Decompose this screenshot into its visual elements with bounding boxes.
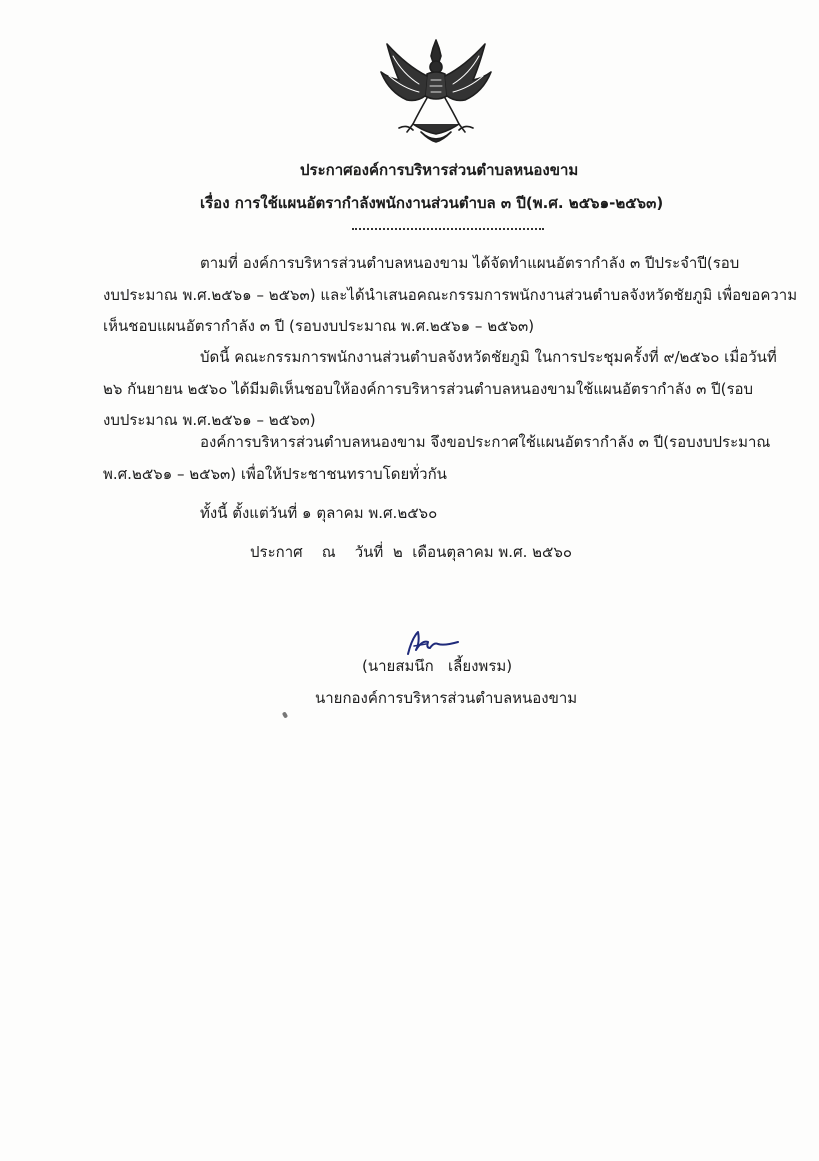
paragraph-1-line-3: เห็นชอบแผนอัตรากำลัง ๓ ปี (รอบงบประมาณ พ.ศ.๒๕๖๑ – ๒๕๖๓) bbox=[103, 317, 535, 335]
paragraph-1-line-2: งบประมาณ พ.ศ.๒๕๖๑ – ๒๕๖๓) และได้นำเสนอคณะกรรมการพนักงานส่วนตำบลจังหวัดชัยภูมิ เพื่อขอความ bbox=[103, 286, 798, 304]
scan-speck bbox=[282, 711, 288, 718]
document-title: ประกาศองค์การบริหารส่วนตำบลหนองขาม bbox=[300, 161, 579, 179]
effective-date: ทั้งนี้ ตั้งแต่วันที่ ๑ ตุลาคม พ.ศ.๒๕๖๐ bbox=[200, 504, 438, 522]
signatory-position: นายกองค์การบริหารส่วนตำบลหนองขาม bbox=[315, 689, 578, 707]
announcement-date: ประกาศ ณ วันที่ ๒ เดือนตุลาคม พ.ศ. ๒๕๖๐ bbox=[250, 543, 573, 561]
handwritten-signature bbox=[404, 628, 462, 658]
paragraph-1-line-1: ตามที่ องค์การบริหารส่วนตำบลหนองขาม ได้จัดทำแผนอัตรากำลัง ๓ ปีประจำปี(รอบ bbox=[200, 254, 740, 272]
garuda-emblem-icon bbox=[373, 36, 499, 148]
paragraph-2-line-3: งบประมาณ พ.ศ.๒๕๖๑ – ๒๕๖๓) bbox=[103, 411, 316, 429]
paragraph-3-line-1: องค์การบริหารส่วนตำบลหนองขาม จึงขอประกาศใช้แผนอัตรากำลัง ๓ ปี(รอบงบประมาณ bbox=[200, 433, 771, 451]
separator-dotted-line bbox=[352, 228, 544, 230]
paragraph-3-line-2: พ.ศ.๒๕๖๑ – ๒๕๖๓) เพื่อให้ประชาชนทราบโดยทั่วกัน bbox=[103, 465, 447, 483]
document-subject: เรื่อง การใช้แผนอัตรากำลังพนักงานส่วนตำบล ๓ ปี(พ.ศ. ๒๕๖๑-๒๕๖๓) bbox=[200, 194, 664, 212]
signatory-name: (นายสมนึก เลี้ยงพรม) bbox=[362, 657, 513, 675]
paragraph-2-line-1: บัดนี้ คณะกรรมการพนักงานส่วนตำบลจังหวัดชัยภูมิ ในการประชุมครั้งที่ ๙/๒๕๖๐ เมื่อวันที่ bbox=[200, 348, 777, 366]
paragraph-2-line-2: ๒๖ กันยายน ๒๕๖๐ ได้มีมติเห็นชอบให้องค์การบริหารส่วนตำบลหนองขามใช้แผนอัตรากำลัง ๓ ปี(รอบ bbox=[103, 380, 754, 398]
